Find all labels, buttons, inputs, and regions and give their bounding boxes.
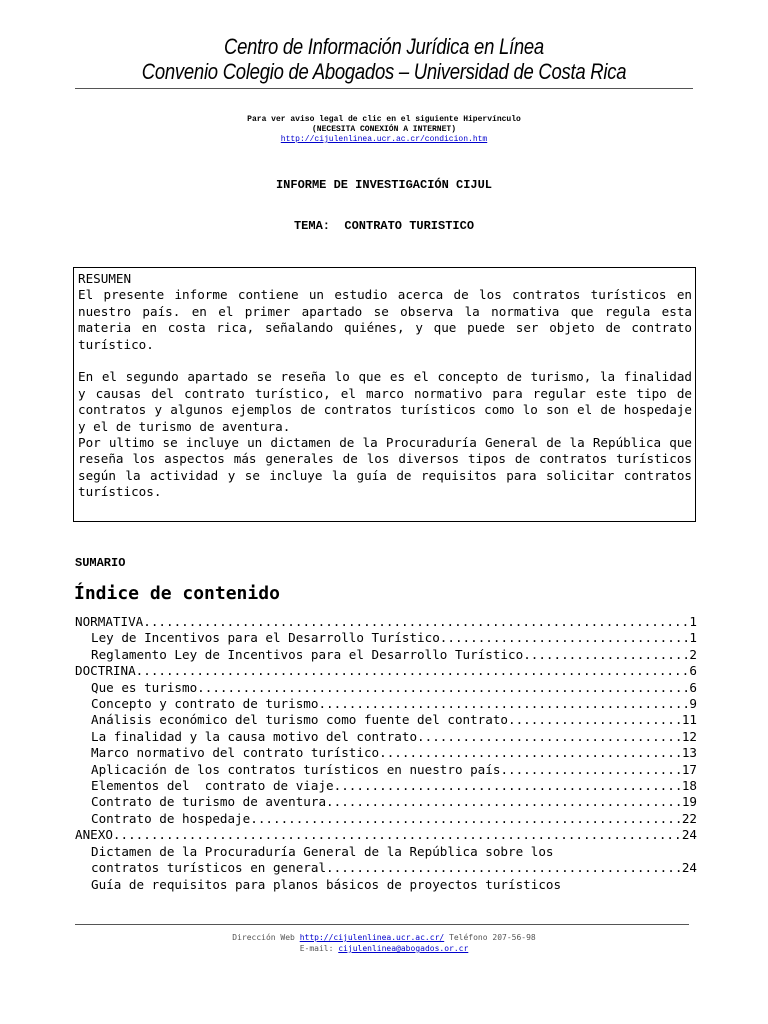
table-of-contents: [75, 614, 697, 893]
summary-label: RESUMEN: [78, 271, 132, 286]
summary-paragraph-1: El presente informe contiene un estudio acerca de los contratos turísticos en nuestro país. en el primer apartado se observa la normativa que regula esta materia en costa rica, señalando quiénes, y que puede ser objeto de contrato turístico.: [78, 287, 692, 352]
footer-email-link[interactable]: cijulenlinea@abogados.or.cr: [338, 944, 469, 953]
header-subtitle: Convenio Colegio de Abogados – Universidad de Costa Rica: [141, 59, 627, 84]
toc-entry-page: 19: [681, 794, 697, 810]
toc-entry[interactable]: [75, 827, 697, 843]
toc-entry-title: Ley de Incentivos para el Desarrollo Turístico: [91, 630, 440, 646]
footer-email-label: E-mail:: [299, 944, 334, 953]
toc-entry[interactable]: [75, 712, 697, 728]
footer-phone-label: Teléfono: [449, 933, 488, 942]
toc-entry[interactable]: [75, 860, 697, 876]
toc-entry-title: NORMATIVA: [75, 614, 144, 629]
toc-entry-page: 6: [689, 679, 697, 695]
toc-entry-page: 11: [681, 712, 697, 728]
footer-phone: 207-56-98: [492, 933, 536, 942]
toc-entry-title: DOCTRINA: [75, 663, 136, 679]
toc-entry-title: Concepto y contrato de turismo: [91, 696, 319, 712]
toc-entry-title: ANEXO: [75, 827, 113, 843]
toc-entry-title: Reglamento Ley de Incentivos para el Desarrollo Turístico: [91, 646, 524, 662]
toc-entry-page: 18: [681, 778, 697, 794]
toc-entry-title: Aplicación de los contratos turísticos en nuestro país: [91, 761, 501, 777]
footer-web-label: Dirección Web: [232, 933, 295, 942]
sumario-label: SUMARIO: [75, 556, 126, 570]
toc-entry-page: 6: [689, 663, 697, 679]
toc-entry-title-line1[interactable]: Dictamen de la Procuraduría General de la República sobre los: [91, 843, 554, 859]
report-title: INFORME DE INVESTIGACIÓN CIJUL: [275, 178, 493, 192]
toc-entry-page: 24: [681, 827, 697, 843]
toc-entry-page: 22: [681, 810, 697, 826]
toc-entry-page: 13: [681, 745, 697, 761]
report-topic: TEMA: CONTRATO TURISTICO: [293, 219, 475, 233]
toc-entry-page: 17: [681, 761, 697, 777]
toc-entry[interactable]: [75, 630, 697, 646]
toc-entry-title: Que es turismo: [91, 679, 198, 695]
summary-paragraph-3: Por ultimo se incluye un dictamen de la Procuraduría General de la República que reseña los aspectos más generales de los diversos tipos de contratos turísticos según la actividad y se incluye la guía de requisitos para solicitar contratos turísticos.: [78, 435, 692, 500]
toc-entry[interactable]: [75, 762, 697, 778]
toc-entry-page: 9: [689, 696, 697, 712]
summary-paragraph-2: En el segundo apartado se reseña lo que es el concepto de turismo, la finalidad y causas del contrato turístico, el marco normativo para regular este tipo de contratos y algunos ejemplos de contratos turísticos como lo son el de hospedaje y el de turismo de aventura.: [78, 369, 692, 434]
toc-entry[interactable]: [75, 647, 697, 663]
toc-entry[interactable]: [75, 614, 697, 630]
footer-line-1: [0, 933, 768, 942]
toc-heading: Índice de contenido: [74, 583, 280, 604]
toc-entry-page: 24: [681, 860, 697, 876]
toc-entry[interactable]: [75, 729, 697, 745]
toc-entry-title: Contrato de hospedaje: [91, 810, 251, 826]
toc-entry-title: La finalidad y la causa motivo del contrato: [91, 728, 418, 744]
footer-divider: [75, 924, 689, 925]
legal-notice-text: Para ver aviso legal de clic en el siguiente Hipervínculo: [247, 115, 521, 124]
toc-entry-title: Elementos del contrato de viaje: [91, 778, 334, 794]
toc-entry[interactable]: [75, 663, 697, 679]
toc-entry[interactable]: [75, 811, 697, 827]
toc-entry-title: Marco normativo del contrato turístico: [91, 745, 380, 761]
toc-entry-page: 1: [689, 614, 697, 629]
toc-entry-title: Contrato de turismo de aventura: [91, 794, 327, 810]
legal-notice-link[interactable]: http://cijulenlinea.ucr.ac.cr/condicion.htm: [280, 135, 488, 144]
summary-box: [73, 267, 696, 522]
toc-entry-page: 1: [689, 630, 697, 646]
toc-entry-title-line2: contratos turísticos en general: [91, 860, 327, 876]
toc-entry[interactable]: [75, 680, 697, 696]
toc-entry[interactable]: [75, 745, 697, 761]
header-divider: [75, 88, 693, 89]
toc-entry-page: 2: [689, 646, 697, 662]
footer-web-link[interactable]: http://cijulenlinea.ucr.ac.cr/: [299, 933, 445, 942]
footer-line-2: [0, 944, 768, 953]
toc-entry[interactable]: [75, 696, 697, 712]
toc-entry-title: Análisis económico del turismo como fuente del contrato: [91, 712, 509, 728]
legal-notice-subtext: (NECESITA CONEXIÓN A INTERNET): [311, 125, 457, 134]
toc-entry[interactable]: [75, 778, 697, 794]
toc-entry[interactable]: [75, 794, 697, 810]
toc-entry[interactable]: Guía de requisitos para planos básicos de proyectos turísticos: [91, 876, 562, 892]
header-title: Centro de Información Jurídica en Línea: [224, 34, 544, 59]
toc-entry-page: 12: [681, 728, 697, 744]
